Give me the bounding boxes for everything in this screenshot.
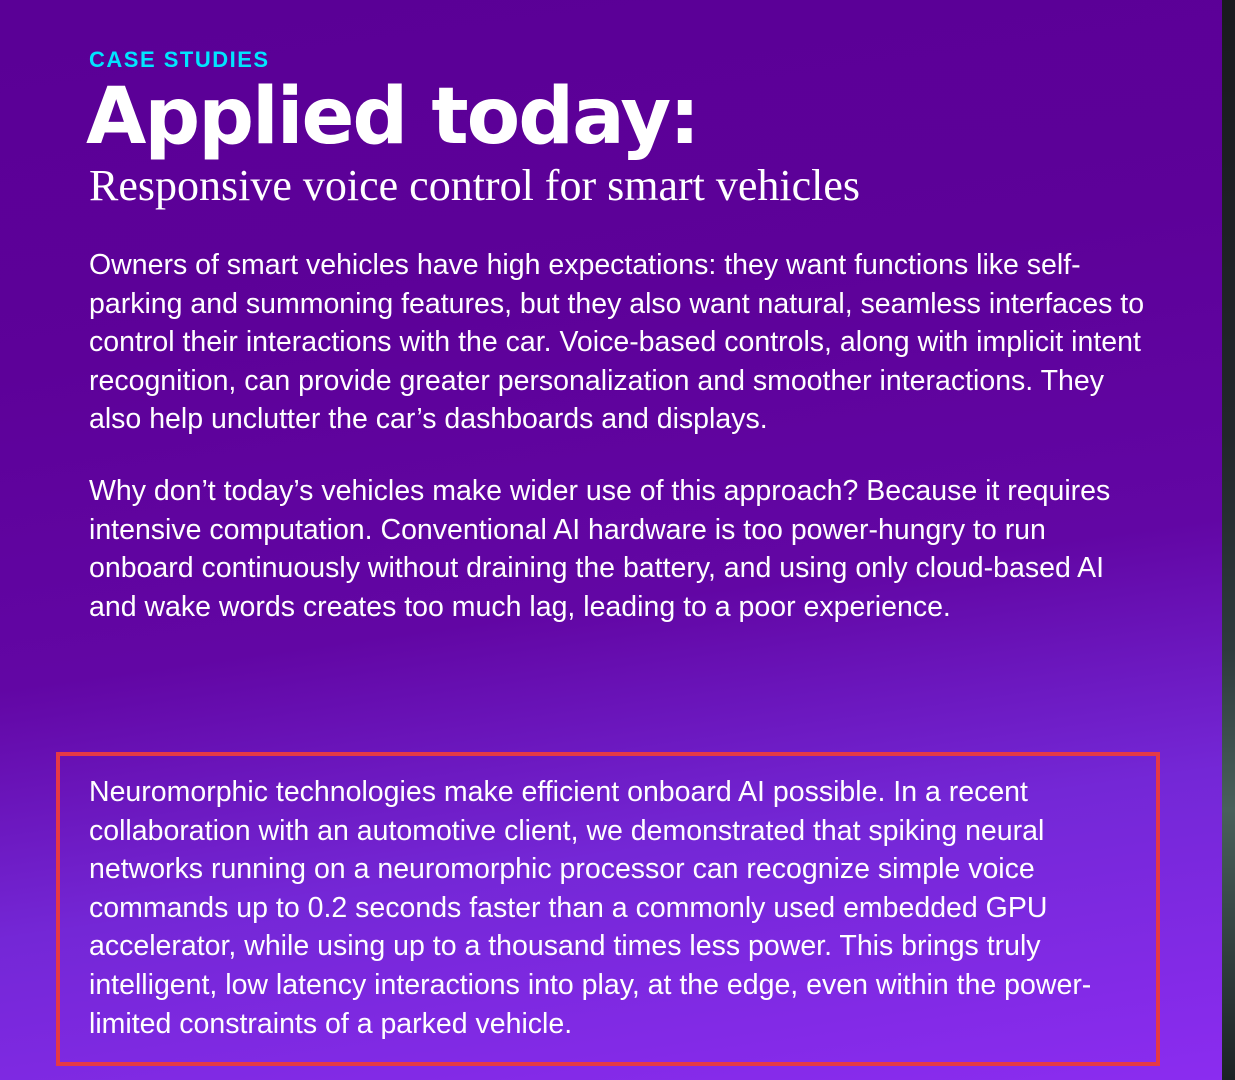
page-title: Applied today:	[86, 72, 699, 162]
case-study-article	[86, 46, 1169, 659]
paragraph-why-not: Why don’t today’s vehicles make wider use of this approach? Because it requires intensive computation. Conventional AI hardware is too power-hungry to run onboard continuously without draining the battery, and using only cloud-based AI and wake words creates too much lag, leading to a poor experience.	[89, 474, 1111, 623]
paragraph-expectations: Owners of smart vehicles have high expectations: they want functions like self-parking and summoning features, but they also want natural, seamless interfaces to control their interactions with the car. Voice-based controls, along with implicit intent recognition, can provide greater personalization and smoother interactions. They also help unclutter the car’s dashboards and displays.	[89, 249, 1145, 436]
paragraph-neuromorphic-highlighted: Neuromorphic technologies make efficient onboard AI possible. In a recent collaboration with an automotive client, we demonstrated that spiking neural networks running on a neuromorphic processor can recognize simple voice commands up to 0.2 seconds faster than a commonly used embedded GPU accelerator, while using up to a thousand times less power. This brings truly intelligent, low latency interactions into play, at the edge, even within the power-limited constraints of a parked vehicle.	[89, 776, 1092, 1040]
page-subtitle: Responsive voice control for smart vehicles	[89, 161, 861, 210]
section-eyebrow: CASE STUDIES	[89, 47, 270, 72]
background-photo-edge	[1222, 0, 1235, 1080]
